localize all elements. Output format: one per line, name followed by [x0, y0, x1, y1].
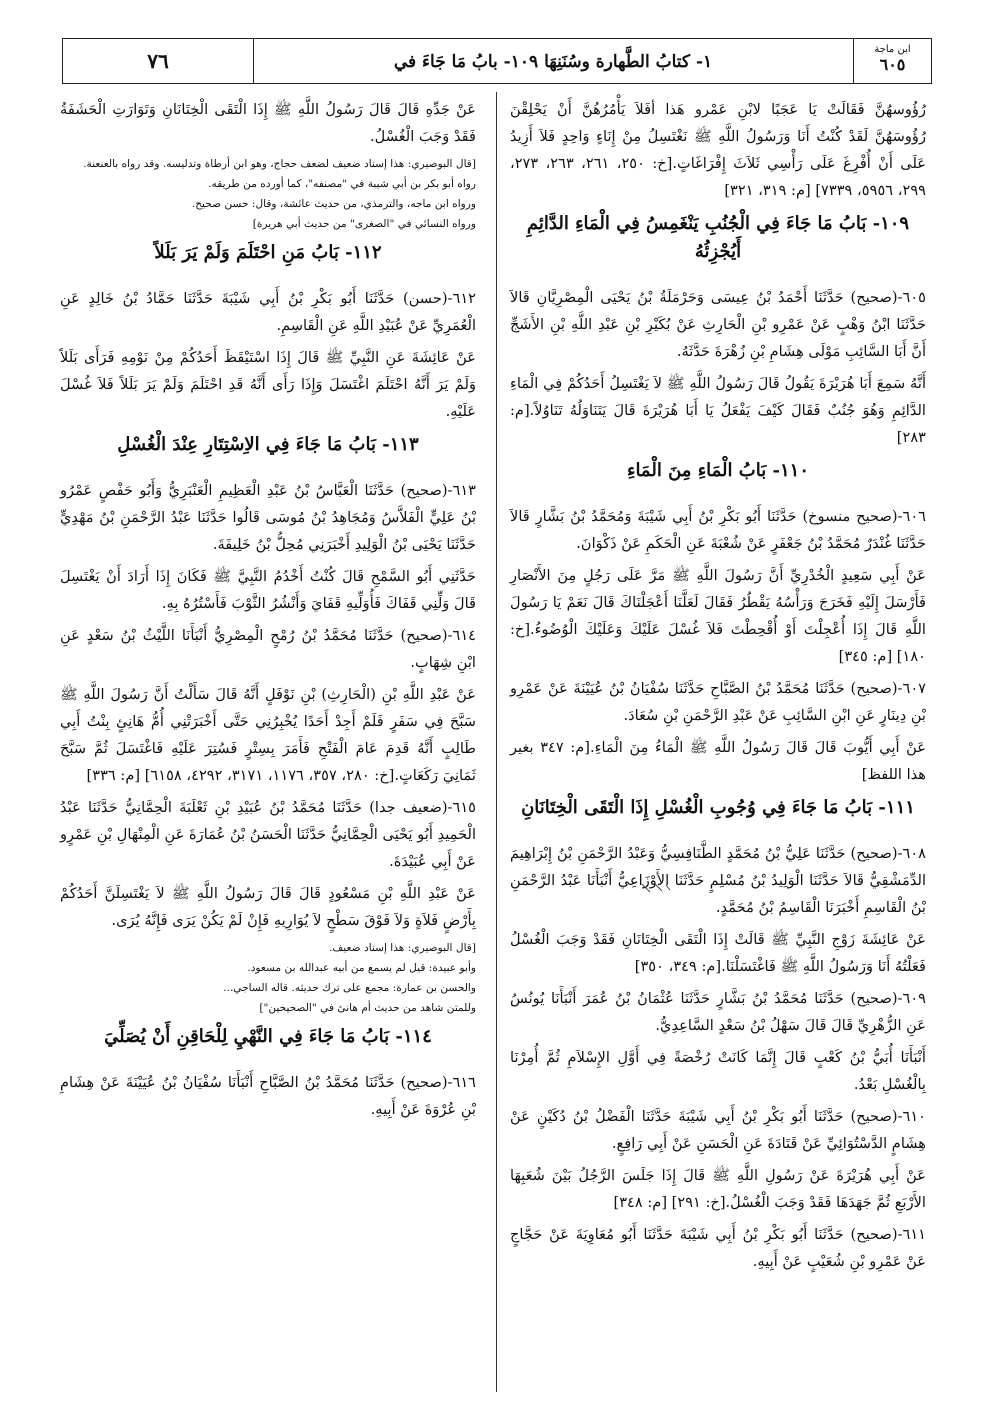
- chapter-heading: ١١٤- بَابُ مَا جَاءَ فِي النَّهْيِ لِلْحَاقِنِ أَنْ يُصَلِّيَ: [104, 1026, 432, 1047]
- commentary-note: [قال البوصيري: هذا إسناد ضعيف لضعف حجاج، وهو ابن أرطاة وتدليسه. وقد رواه بالعنعنة.: [83, 158, 476, 170]
- hadith-reference-box: [853, 39, 931, 83]
- hadith-paragraph: عَنْ أَبِي هُرَيْرَةَ عَنْ رَسُولِ اللَّهِ ﷺ قَالَ إِذَا جَلَسَ الرَّجُلُ بَيْنَ شُعَبِهَا الأَرْبَعِ ثُمَّ جَهَدَهَا فَقَدْ وَجَبَ الْغُسْلُ.[خ: ٢٩١] [م: ٣٤٨]: [510, 1167, 926, 1211]
- hadith-paragraph: ٦١٥-(ضعيف جدا) حَدَّثَنَا مُحَمَّدُ بْنُ عُبَيْدِ بْنِ ثَعْلَبَةَ الْحِمَّانِيُّ حَدَّثَنَا عَبْدُ الْحَمِيدِ أَبُو يَحْيَى الْحِمَّانِيُّ حَدَّثَنَا الْحَسَنُ بْنُ عُمَارَةَ عَنِ الْمِنْهَالِ بْنِ عَمْرٍو عَنْ أَبِي عُبَيْدَةَ.: [60, 799, 476, 870]
- hadith-paragraph: عَنْ أَبِي سَعِيدٍ الْخُدْرِيِّ أَنَّ رَسُولَ اللَّهِ ﷺ مَرَّ عَلَى رَجُلٍ مِنَ الأَنْصَارِ فَأَرْسَلَ إِلَيْهِ فَخَرَجَ وَرَأْسُهُ يَقْطُرُ فَقَالَ لَعَلَّنَا أَعْجَلْنَاكَ قَالَ نَعَمْ يَا رَسُولَ اللَّهِ قَالَ إِذَا أُعْجِلْتَ أَوْ أُقْحِطْتَ فَلاَ غُسْلَ عَلَيْكَ وَعَلَيْكَ الْوُضُوءُ.[خ: ١٨٠] [م: ٣٤٥]: [510, 567, 926, 665]
- column-divider: [496, 92, 497, 1392]
- left-column: [60, 96, 476, 1128]
- hadith-paragraph: ٦١١-(صحيح) حَدَّثَنَا أَبُو بَكْرِ بْنُ أَبِي شَيْبَةَ حَدَّثَنَا أَبُو مُعَاوِيَةَ عَنْ حَجَّاجٍ عَنْ عَمْرِو بْنِ شُعَيْبٍ عَنْ أَبِيهِ.: [510, 1226, 926, 1270]
- hadith-paragraph: أَنَّهُ سَمِعَ أَبَا هُرَيْرَةَ يَقُولُ قَالَ رَسُولُ اللَّهِ ﷺ لاَ يَغْتَسِلُ أَحَدُكُمْ فِي الْمَاءِ الدَّائِمِ وَهُوَ جُنُبٌ فَقَالَ كَيْفَ يَفْعَلُ يَا أَبَا هُرَيْرَةَ قَالَ يَتَنَاوَلُهُ تَنَاوُلاً.[م: ٢٨٣]: [510, 375, 926, 446]
- chapter-heading: ١١٣- بَابُ مَا جَاءَ فِي الاِسْتِتَارِ عِنْدَ الْغُسْلِ: [117, 434, 419, 455]
- hadith-paragraph: ٦١٤-(صحيح) حَدَّثَنَا مُحَمَّدُ بْنُ رُمْحٍ الْمِصْرِيُّ أَنْبَأَنَا اللَّيْثُ بْنُ سَعْدٍ عَنِ ابْنِ شِهَابٍ.: [60, 627, 476, 671]
- reference-label: ابن ماجة: [874, 44, 911, 55]
- chapter-heading: ١١٠- بَابُ الْمَاءِ مِنَ الْمَاءِ: [626, 460, 809, 481]
- hadith-paragraph: عَنْ جَدِّهِ قَالَ قَالَ رَسُولُ اللَّهِ ﷺ إِذَا الْتَقَى الْخِتَانَانِ وَتَوَارَتِ الْحَشَفَةُ فَقَدْ وَجَبَ الْغُسْلُ.: [60, 101, 476, 145]
- hadith-paragraph: ٦١٠-(صحيح) حَدَّثَنَا أَبُو بَكْرِ بْنُ أَبِي شَيْبَةَ حَدَّثَنَا الْفَضْلُ بْنُ دُكَيْنٍ عَنْ هِشَامٍ الدَّسْتُوَائِيِّ عَنْ قَتَادَةَ عَنِ الْحَسَنِ عَنْ أَبِي رَافِعٍ.: [510, 1108, 926, 1152]
- commentary-note: وللمتن شاهد من حديث أم هانئ في "الصحيحين"]: [259, 1002, 476, 1014]
- hadith-paragraph: عَنْ أَبِي أَيُّوبَ قَالَ قَالَ رَسُولُ اللَّهِ ﷺ الْمَاءُ مِنَ الْمَاءِ.[م: ٣٤٧ بغير هذا اللفظ]: [510, 739, 926, 783]
- commentary-note: [قال البوصيري: هذا إسناد ضعيف.: [328, 942, 476, 954]
- commentary-note: وأبو عبيدة: قيل لم يسمع من أبيه عبدالله بن مسعود.: [247, 962, 476, 974]
- hadith-paragraph: ٦١٣-(صحيح) حَدَّثَنَا الْعَبَّاسُ بْنُ عَبْدِ الْعَظِيمِ الْعَنْبَرِيُّ وَأَبُو حَفْصٍ عَمْرُو بْنُ عَلِيٍّ الْفَلاَّسُ وَمُجَاهِدُ بْنُ مُوسَى قَالُوا حَدَّثَنَا عَبْدُ الرَّحْمَنِ بْنُ مَهْدِيٍّ حَدَّثَنَا يَحْيَى بْنُ الْوَلِيدِ أَخْبَرَنِي مُحِلُّ بْنُ خَلِيفَةَ.: [60, 482, 476, 553]
- commentary-note: ورواه النسائي في "الصغرى" من حديث أبي هريرة]: [252, 218, 476, 230]
- hadith-paragraph: ٦٠٦-(صحيح منسوخ) حَدَّثَنَا أَبُو بَكْرِ بْنُ أَبِي شَيْبَةَ وَمُحَمَّدُ بْنُ بَشَّارٍ قَالاَ حَدَّثَنَا غُنْدَرٌ مُحَمَّدُ بْنُ جَعْفَرٍ عَنْ شُعْبَةَ عَنِ الْحَكَمِ عَنْ ذَكْوَانَ.: [510, 508, 926, 552]
- hadith-paragraph: عَنْ عَبْدِ اللَّهِ بْنِ مَسْعُودٍ قَالَ قَالَ رَسُولُ اللَّهِ ﷺ لاَ يَغْتَسِلَنَّ أَحَدُكُمْ بِأَرْضٍ فَلاَةٍ وَلاَ فَوْقَ سَطْحٍ لاَ يُوَارِيهِ فَإِنْ لَمْ يَكُنْ يَرَى فَإِنَّهُ يُرَى.: [60, 885, 476, 929]
- hadith-paragraph: ٦٠٨-(صحيح) حَدَّثَنَا عَلِيُّ بْنُ مُحَمَّدٍ الطَّنَافِسِيُّ وَعَبْدُ الرَّحْمَنِ بْنُ إِبْرَاهِيمَ الدِّمَشْقِيُّ قَالاَ حَدَّثَنَا الْوَلِيدُ بْنُ مُسْلِمٍ حَدَّثَنَا الأَوْزَاعِيُّ أَنْبَأَنَا عَبْدُ الرَّحْمَنِ بْنُ الْقَاسِمِ أَخْبَرَنَا الْقَاسِمُ بْنُ مُحَمَّدٍ.: [510, 845, 926, 916]
- chapter-heading: ١١٢- بَابُ مَنِ احْتَلَمَ وَلَمْ يَرَ بَلَلاً: [154, 242, 382, 263]
- hadith-paragraph: رُؤُوسهُنَّ فَقَالَتْ يَا عَجَبًا لابْنِ عَمْرو هَذا أفَلاَ يَأْمُرُهُنَّ أَنْ يَحْلِقْنَ رُؤُوسَهُنَّ لَقَدْ كُنْتُ أَنَا وَرَسُولُ اللَّهِ ﷺ نَغْتَسِلُ مِنْ إِنَاءٍ وَاحِدٍ فَلاَ أَزِيدُ عَلَى أَنْ أُفْرِغَ عَلَى رَأْسِي ثَلاَثَ إِفْرَاغَاتٍ.[خ: ٢٥٠، ٢٦١، ٢٦٣، ٢٧٣، ٢٩٩، ٥٩٥٦، ٧٣٣٩] [م: ٣١٩، ٣٢١]: [510, 101, 926, 199]
- page-number: ٧٦: [63, 39, 254, 83]
- hadith-paragraph: ٦٠٥-(صحيح) حَدَّثَنَا أَحْمَدُ بْنُ عِيسَى وَحَرْمَلَةُ بْنُ يَحْيَى الْمِصْرِيَّانِ قَالاَ حَدَّثَنَا ابْنُ وَهْبٍ عَنْ عَمْرِو بْنِ الْحَارِثِ عَنْ بُكَيْرِ بْنِ عَبْدِ اللَّهِ بْنِ الأَشَجِّ أَنَّ أَبَا السَّائِبِ مَوْلَى هِشَامِ بْنِ زُهْرَةَ حَدَّثَهُ.: [510, 289, 926, 360]
- running-title: ١- كتابُ الطَّهارة وسُنَنِهَا ١٠٩- بابُ مَا جَاءَ في: [393, 52, 713, 72]
- pen-mark-icon: [640, 880, 680, 896]
- hadith-paragraph: حَدَّثَنِي أَبُو السَّمْحِ قَالَ كُنْتُ أَخْدُمُ النَّبِيَّ ﷺ فَكَانَ إِذَا أَرَادَ أَنْ يَغْتَسِلَ قَالَ وَلِّنِي قَفَاكَ فَأُوَلِّيهِ قَفَايَ وَأَنْشُرُ الثَّوْبَ فَأَسْتُرُهُ بِهِ.: [60, 568, 476, 612]
- hadith-paragraph: أَنْبَأَنَا أُبَيُّ بْنُ كَعْبٍ قَالَ إِنَّمَا كَانَتْ رُخْصَةً فِي أَوَّلِ الإِسْلاَمِ ثُمَّ أُمِرْنَا بِالْغُسْلِ بَعْدُ.: [510, 1049, 926, 1093]
- chapter-heading: ١٠٩- بَابُ مَا جَاءَ فِي الْجُنُبِ يَنْغَمِسُ فِي الْمَاءِ الدَّائِمِ أَيُجْزِئُهُ: [526, 213, 910, 262]
- hadith-paragraph: عَنْ عَبْدِ اللَّهِ بْنِ (الْحَارِثِ) بْنِ نَوْفَلٍ أَنَّهُ قَالَ سَأَلْتُ أَنَّ رَسُولَ اللَّهِ ﷺ سَبَّحَ فِي سَفَرٍ فَلَمْ أَجِدْ أَحَدًا يُخْبِرُنِي حَتَّى أَخْبَرَتْنِي أُمُّ هَانِئٍ بِنْتُ أَبِي طَالِبٍ أَنَّهُ قَدِمَ عَامَ الْفَتْحِ فَأَمَرَ بِسِتْرٍ فَسُتِرَ عَلَيْهِ فَاغْتَسَلَ ثُمَّ سَبَّحَ ثَمَانِيَ رَكَعَاتٍ.[خ: ٢٨٠، ٣٥٧، ١١٧٦، ٣١٧١، ٤٢٩٢، ٦١٥٨] [م: ٣٣٦]: [60, 686, 476, 784]
- chapter-heading: ١١١- بَابُ مَا جَاءَ فِي وُجُوبِ الْغُسْلِ إِذَا الْتَقَى الْخِتَانَانِ: [521, 797, 915, 818]
- hadith-paragraph: ٦٠٧-(صحيح) حَدَّثَنَا مُحَمَّدُ بْنُ الصَّبَّاحِ حَدَّثَنَا سُفْيَانُ بْنُ عُيَيْنَةَ عَنْ عَمْرِو بْنِ دِينَارٍ عَنِ ابْنِ السَّائِبِ عَنْ عَبْدِ الرَّحْمَنِ بْنِ سُعَادَ.: [510, 680, 926, 724]
- commentary-note: رواه أبو بكر بن أبي شيبة في "مصنفه"، كما أورده من طريقه.: [208, 178, 476, 190]
- hadith-paragraph: عَنْ عَائِشَةَ زَوْجِ النَّبِيِّ ﷺ قَالَتْ إِذَا الْتَقَى الْخِتَانَانِ فَقَدْ وَجَبَ الْغُسْلُ فَعَلْتُهُ أَنَا وَرَسُولُ اللَّهِ ﷺ فَاغْتَسَلْنَا.[م: ٣٤٩، ٣٥٠]: [510, 931, 926, 975]
- commentary-note: ورواه ابن ماجه، والترمذي، من حديث عائشة، وقال: حسن صحيح.: [191, 198, 476, 210]
- reference-hadith-number: ٦٠٥: [879, 55, 906, 74]
- hadith-paragraph: عَنْ عَائِشَةَ عَنِ النَّبِيِّ ﷺ قَالَ إِذَا اسْتَيْقَظَ أَحَدُكُمْ مِنْ نَوْمِهِ فَرَأَى بَلَلاً وَلَمْ يَرَ أَنَّهُ احْتَلَمَ اغْتَسَلَ وَإِذَا رَأَى أَنَّهُ قَدِ احْتَلَمَ وَلَمْ يَرَ بَلَلاً فَلاَ غُسْلَ عَلَيْهِ.: [60, 349, 476, 420]
- page-header: [62, 38, 932, 84]
- hadith-paragraph: ٦١٦-(صحيح) حَدَّثَنَا مُحَمَّدُ بْنُ الصَّبَّاحِ أَنْبَأَنَا سُفْيَانُ بْنُ عُيَيْنَةَ عَنْ هِشَامِ بْنِ عُرْوَةَ عَنْ أَبِيهِ.: [60, 1074, 476, 1118]
- commentary-note: والحسن بن عمارة: مجمع على ترك حديثه. قاله الساجي...: [223, 982, 476, 994]
- right-column: [510, 96, 926, 1280]
- hadith-paragraph: ٦٠٩-(صحيح) حَدَّثَنَا مُحَمَّدُ بْنُ بَشَّارٍ حَدَّثَنَا عُثْمَانُ بْنُ عُمَرَ أَنْبَأَنَا يُونُسُ عَنِ الزُّهْرِيِّ قَالَ قَالَ سَهْلُ بْنُ سَعْدٍ السَّاعِدِيُّ.: [510, 990, 926, 1034]
- hadith-paragraph: ٦١٢-(حسن) حَدَّثَنَا أَبُو بَكْرِ بْنُ أَبِي شَيْبَةَ حَدَّثَنَا حَمَّادُ بْنُ خَالِدٍ عَنِ الْعُمَرِيِّ عَنْ عُبَيْدِ اللَّهِ عَنِ الْقَاسِمِ.: [60, 290, 476, 334]
